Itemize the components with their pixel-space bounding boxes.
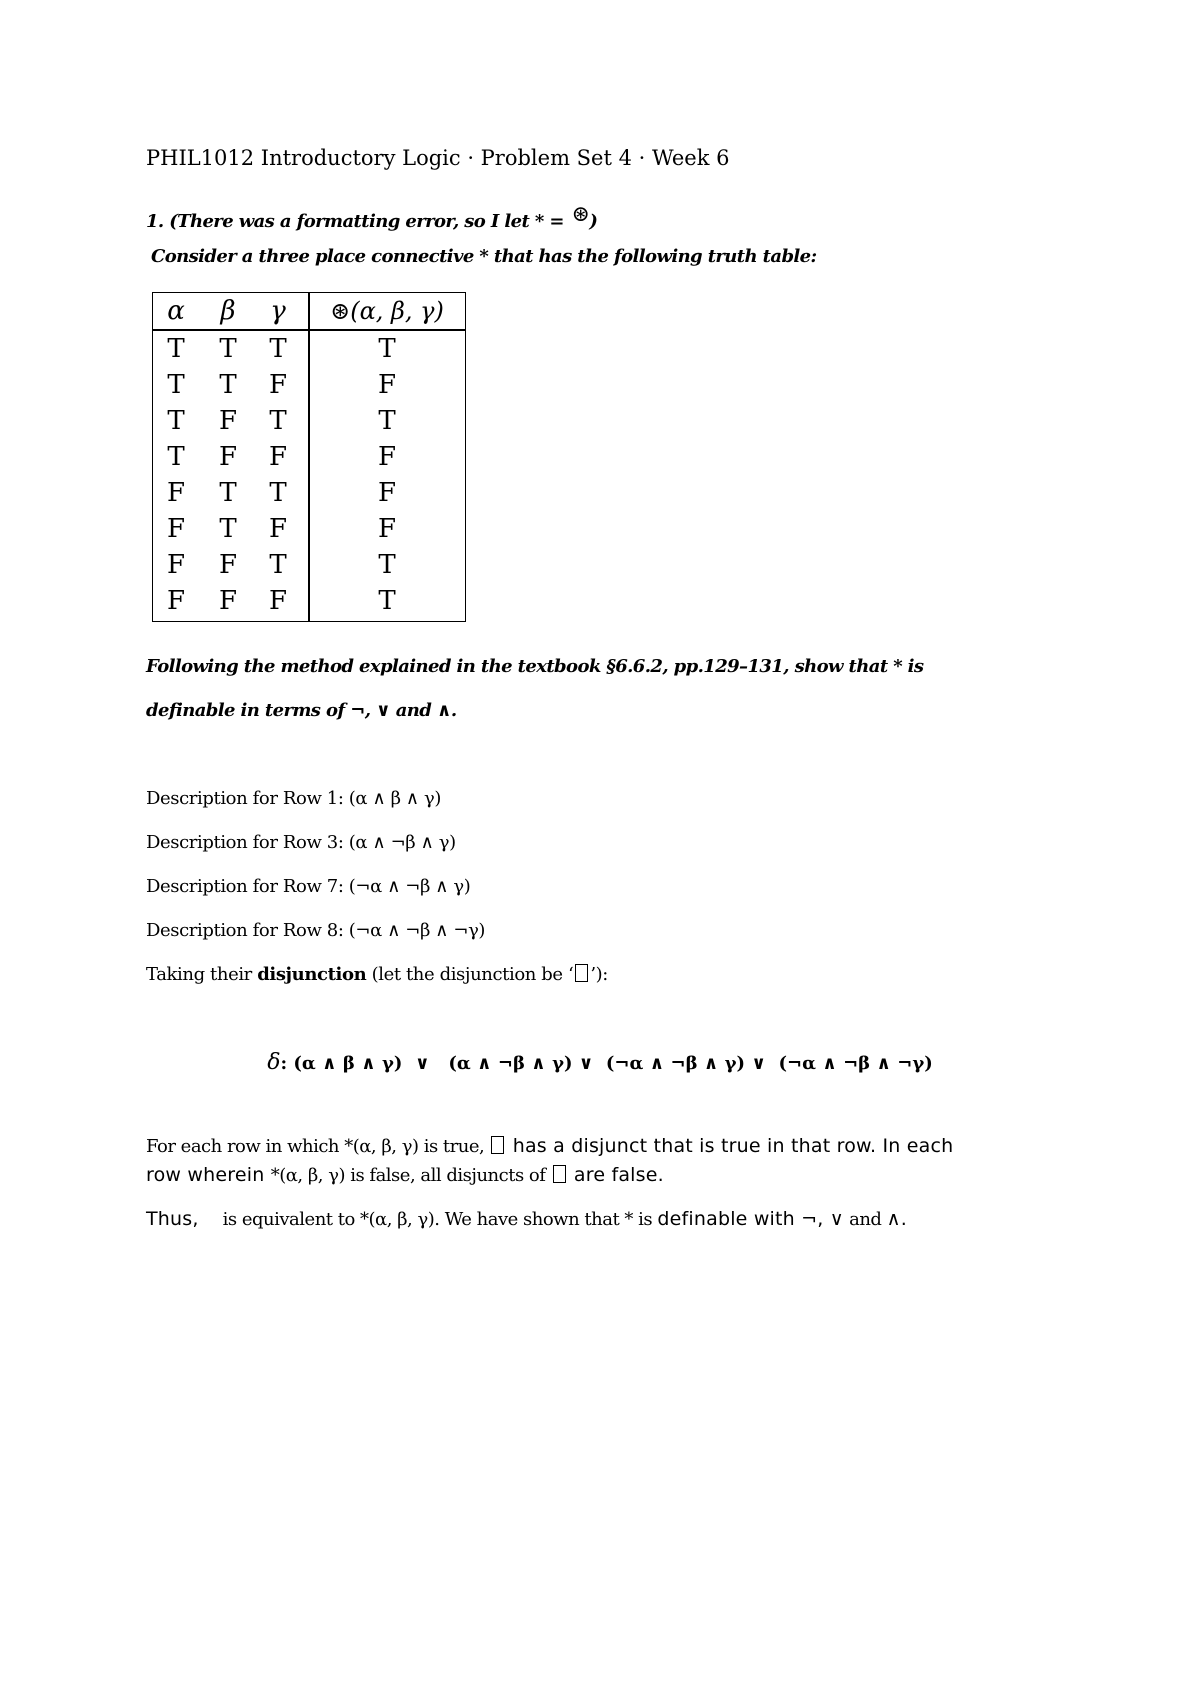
question-heading: [146, 202, 597, 232]
missing-glyph-box-icon: [553, 1165, 566, 1183]
truth-table: [152, 292, 466, 622]
table-cell: F: [218, 442, 238, 472]
table-row: [153, 583, 465, 619]
table-cell: F: [166, 550, 186, 580]
row-description-3: Description for Row 3: (α ∧ ¬β ∧ γ): [146, 832, 456, 853]
table-cell: T: [219, 514, 237, 544]
table-cell: T: [378, 406, 396, 436]
conclusion-line-2-serif: *(α, β, γ) is false, all disjuncts of: [270, 1165, 551, 1186]
thus-and: and: [843, 1209, 887, 1230]
thus-serif: is equivalent to *(α, β, γ). We have shown that * is: [222, 1209, 658, 1230]
table-row: [153, 547, 465, 583]
table-cell: T: [167, 442, 185, 472]
table-cell: T: [269, 550, 287, 580]
table-cell: T: [219, 334, 237, 364]
table-cell: F: [377, 370, 397, 400]
disjunction-intro-close: ’):: [590, 964, 608, 985]
instruction-line-1: Following the method explained in the textbook §6.6.2, pp.129–131, show that * is: [146, 656, 924, 677]
conclusion-line-2-end: are false.: [567, 1164, 664, 1186]
row-description-1: Description for Row 1: (α ∧ β ∧ γ): [146, 788, 442, 809]
formula-body: : (α ∧ β ∧ γ) ∨ (α ∧ ¬β ∧ γ) ∨ (¬α ∧ ¬β ∧ γ) ∨ (¬α ∧ ¬β ∧ ¬γ): [280, 1053, 933, 1074]
table-cell: F: [377, 442, 397, 472]
disjunction-intro-post: (let the disjunction be ‘: [366, 964, 574, 985]
disjunction-keyword: disjunction: [257, 964, 367, 985]
conclusion-line-2: [146, 1164, 664, 1186]
question-consider: Consider a three place connective * that has the following truth table:: [151, 246, 817, 267]
table-cell: T: [378, 586, 396, 616]
conclusion-line-3: [146, 1208, 907, 1230]
table-cell: F: [377, 478, 397, 508]
table-cell: T: [269, 478, 287, 508]
table-row: [153, 331, 465, 367]
table-cell: T: [378, 550, 396, 580]
conclusion-line-1-serif: For each row in which *(α, β, γ) is true,: [146, 1136, 490, 1157]
page-title: PHIL1012 Introductory Logic · Problem Set 4 · Week 6: [146, 146, 730, 170]
table-cell: F: [268, 586, 288, 616]
row-description-7: Description for Row 7: (¬α ∧ ¬β ∧ γ): [146, 876, 471, 897]
disjunction-intro: [146, 964, 608, 985]
conclusion-line-1: [146, 1135, 953, 1157]
table-row: [153, 511, 465, 547]
row-description-8: Description for Row 8: (¬α ∧ ¬β ∧ ¬γ): [146, 920, 486, 941]
circled-star-icon: ⊛: [571, 202, 590, 227]
table-cell: F: [166, 514, 186, 544]
table-row: [153, 439, 465, 475]
question-heading-close: ): [589, 211, 598, 232]
table-cell: F: [268, 370, 288, 400]
table-cell: T: [219, 370, 237, 400]
table-row: [153, 367, 465, 403]
table-header-cell: α: [167, 296, 185, 326]
table-cell: F: [377, 514, 397, 544]
table-row: [153, 403, 465, 439]
table-cell: F: [268, 442, 288, 472]
missing-glyph-box-icon: [575, 964, 588, 982]
conclusion-line-2-sans: row wherein: [146, 1164, 271, 1186]
table-row: [153, 475, 465, 511]
table-cell: F: [166, 478, 186, 508]
question-heading-text: 1. (There was a formatting error, so I let * =: [146, 211, 570, 232]
table-header-cell: ⊛(α, β, γ): [330, 297, 444, 325]
table-cell: T: [167, 334, 185, 364]
disjunction-intro-pre: Taking their: [146, 964, 258, 985]
table-cell: F: [218, 406, 238, 436]
instruction-line-2: definable in terms of ¬, ∨ and ∧.: [146, 700, 457, 721]
delta-symbol: δ: [267, 1050, 281, 1075]
table-header-cell: β: [220, 296, 236, 326]
table-cell: F: [218, 550, 238, 580]
thus-end: ∧.: [886, 1208, 908, 1230]
table-cell: T: [167, 406, 185, 436]
table-cell: F: [268, 514, 288, 544]
disjunction-formula: [0, 1050, 1200, 1075]
table-cell: F: [166, 586, 186, 616]
table-cell: T: [167, 370, 185, 400]
conclusion-line-1-sans: has a disjunct that is true in that row. In each: [506, 1135, 954, 1157]
thus-sans: definable with ¬, ∨: [657, 1208, 844, 1230]
table-cell: T: [269, 334, 287, 364]
table-cell: F: [218, 586, 238, 616]
table-cell: T: [269, 406, 287, 436]
table-cell: T: [219, 478, 237, 508]
missing-glyph-box-icon: [491, 1136, 504, 1154]
thus-word: Thus,: [146, 1208, 199, 1230]
table-cell: T: [378, 334, 396, 364]
table-header-cell: γ: [270, 296, 286, 326]
table-header-row: [153, 293, 465, 329]
